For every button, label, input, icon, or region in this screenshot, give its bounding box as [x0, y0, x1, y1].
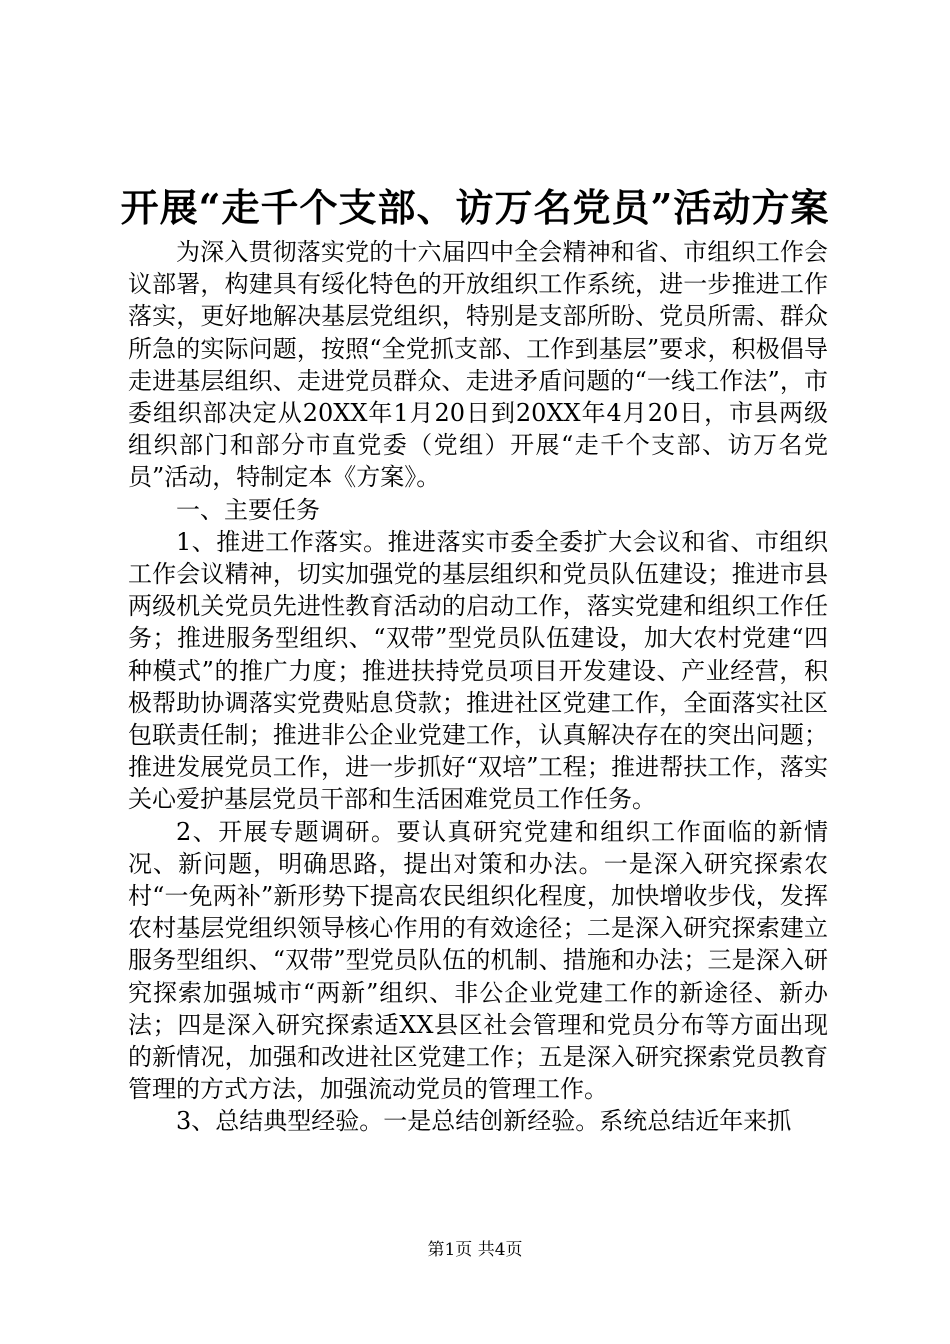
intro-paragraph: 为深入贯彻落实党的十六届四中全会精神和省、市组织工作会议部署，构建具有绥化特色的开放组织工作系统，进一步推进工作落实，更好地解决基层党组织，特别是支部所盼、党员所需、群众所急的实际问题，按照“全党抓支部、工作到基层”要求，积极倡导走进基层组织、走进党员群众、走进矛盾问题的“一线工作法”，市委组织部决定从20XX年1月20日到20XX年4月20日，市县两级组织部门和部分市直党委（党组）开展“走千个支部、访万名党员”活动，特制定本《方案》。 — [128, 238, 828, 492]
task-paragraph-2: 2、开展专题调研。要认真研究党建和组织工作面临的新情况、新问题，明确思路，提出对策和办法。一是深入研究探索农村“一免两补”新形势下提高农民组织化程度，加快增收步伐，发挥农村基层党组织领导核心作用的有效途径；二是深入研究探索建立服务型组织、“双带”型党员队伍的机制、措施和办法；三是深入研究探索加强城市“两新”组织、非公企业党建工作的新途径、新办法；四是深入研究探索适XX县区社会管理和党员分布等方面出现的新情况，加强和改进社区党建工作；五是深入研究探索党员教育管理的方式方法，加强流动党员的管理工作。 — [128, 817, 828, 1104]
section-heading-main-tasks: 一、主要任务 — [176, 495, 320, 524]
task-paragraph-1: 1、推进工作落实。推进落实市委全委扩大会议和省、市组织工作会议精神，切实加强党的基层组织和党员队伍建设；推进市县两级机关党员先进性教育活动的启动工作，落实党建和组织工作任务；推进服务型组织、“双带”型党员队伍建设，加大农村党建“四种模式”的推广力度；推进扶持党员项目开发建设、产业经营，积极帮助协调落实党费贴息贷款；推进社区党建工作，全面落实社区包联责任制；推进非公企业党建工作，认真解决存在的突出问题；推进发展党员工作，进一步抓好“双培”工程；推进帮扶工作，落实关心爱护基层党员干部和生活困难党员工作任务。 — [128, 527, 828, 814]
document-body — [128, 236, 828, 1138]
page-number-footer: 第1页 共4页 — [427, 1240, 523, 1260]
task-paragraph-3: 3、总结典型经验。一是总结创新经验。系统总结近年来抓 — [176, 1107, 792, 1136]
document-title: 开展“走千个支部、访万名党员”活动方案 — [120, 185, 830, 230]
